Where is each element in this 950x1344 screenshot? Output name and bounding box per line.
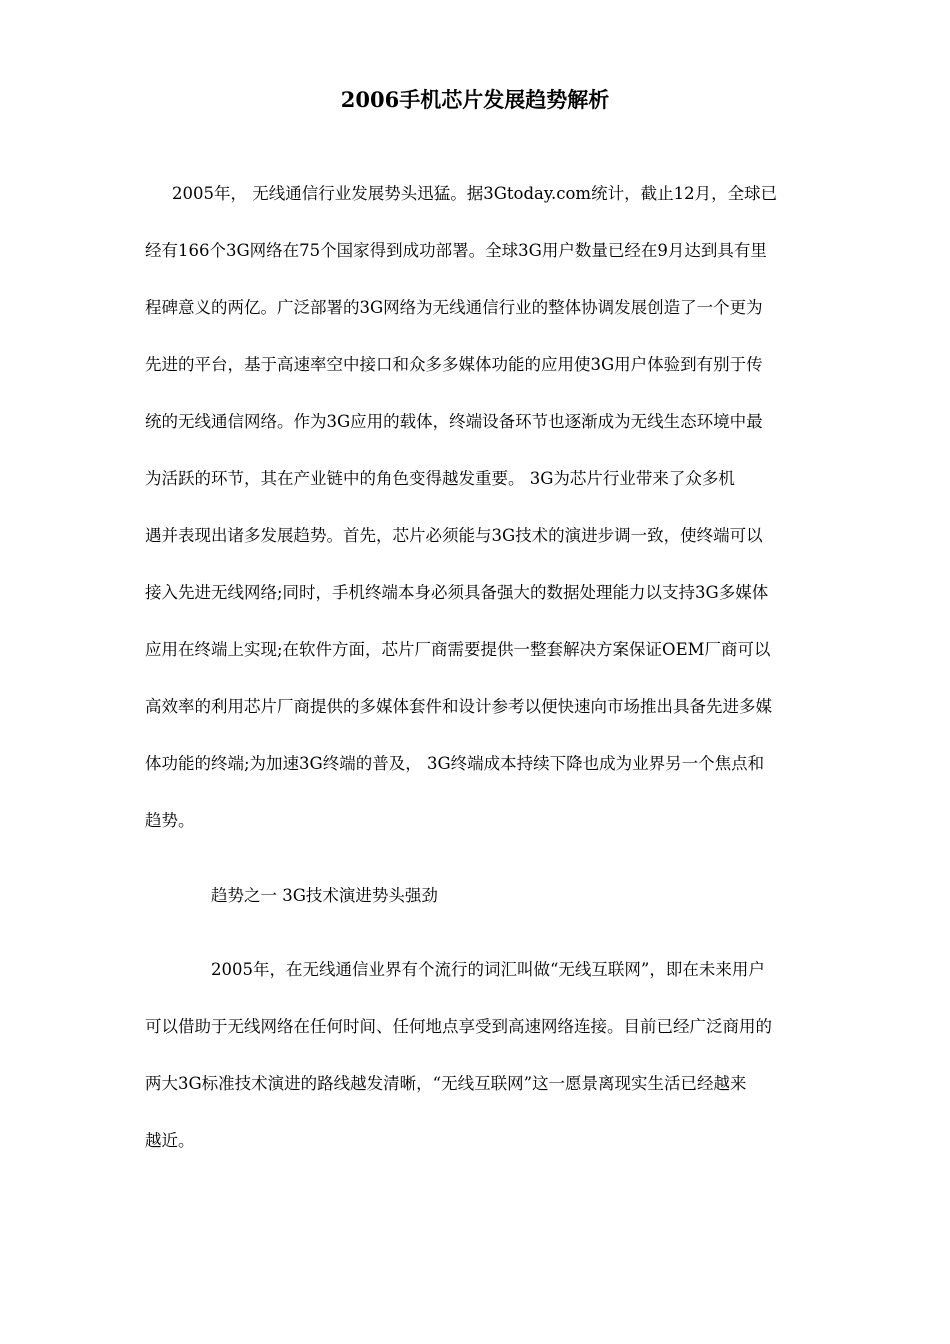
section-heading: 趋势之一 3G技术演进势头强劲 bbox=[211, 886, 438, 905]
document-title: 2006手机芯片发展趋势解析 bbox=[340, 87, 610, 112]
paragraph1-line: 为活跃的环节，其在产业链中的角色变得越发重要。 3G为芯片行业带来了众多机 bbox=[145, 469, 735, 488]
paragraph2-line: 两大3G标准技术演进的路线越发清晰，“无线互联网”这一愿景离现实生活已经越来 bbox=[145, 1074, 747, 1093]
paragraph1-line: 高效率的利用芯片厂商提供的多媒体套件和设计参考以便快速向市场推出具备先进多媒 bbox=[145, 697, 772, 716]
paragraph1-line: 遇并表现出诸多发展趋势。首先，芯片必须能与3G技术的演进步调一致，使终端可以 bbox=[145, 526, 763, 545]
paragraph1-line: 趋势。 bbox=[145, 811, 195, 830]
paragraph2-line: 可以借助于无线网络在任何时间、任何地点享受到高速网络连接。目前已经广泛商用的 bbox=[145, 1017, 772, 1036]
paragraph1-line: 体功能的终端;为加速3G终端的普及， 3G终端成本持续下降也成为业界另一个焦点和 bbox=[145, 754, 765, 773]
paragraph1-line: 经有166个3G网络在75个国家得到成功部署。全球3G用户数量已经在9月达到具有里 bbox=[145, 241, 767, 260]
paragraph1-line: 统的无线通信网络。作为3G应用的载体，终端设备环节也逐渐成为无线生态环境中最 bbox=[145, 412, 763, 431]
paragraph1-line: 先进的平台，基于高速率空中接口和众多多媒体功能的应用使3G用户体验到有别于传 bbox=[145, 355, 763, 374]
paragraph1-line: 2005年， 无线通信行业发展势头迅猛。据3Gtoday.com统计，截止12月，全球已 bbox=[172, 184, 778, 203]
paragraph1-line: 接入先进无线网络;同时，手机终端本身必须具备强大的数据处理能力以支持3G多媒体 bbox=[145, 583, 769, 602]
paragraph2-line: 越近。 bbox=[145, 1131, 195, 1150]
paragraph2-line: 2005年，在无线通信业界有个流行的词汇叫做“无线互联网”，即在未来用户 bbox=[211, 960, 765, 979]
paragraph1-line: 程碑意义的两亿。广泛部署的3G网络为无线通信行业的整体协调发展创造了一个更为 bbox=[145, 298, 763, 317]
paragraph1-line: 应用在终端上实现;在软件方面，芯片厂商需要提供一整套解决方案保证OEM厂商可以 bbox=[145, 640, 771, 659]
